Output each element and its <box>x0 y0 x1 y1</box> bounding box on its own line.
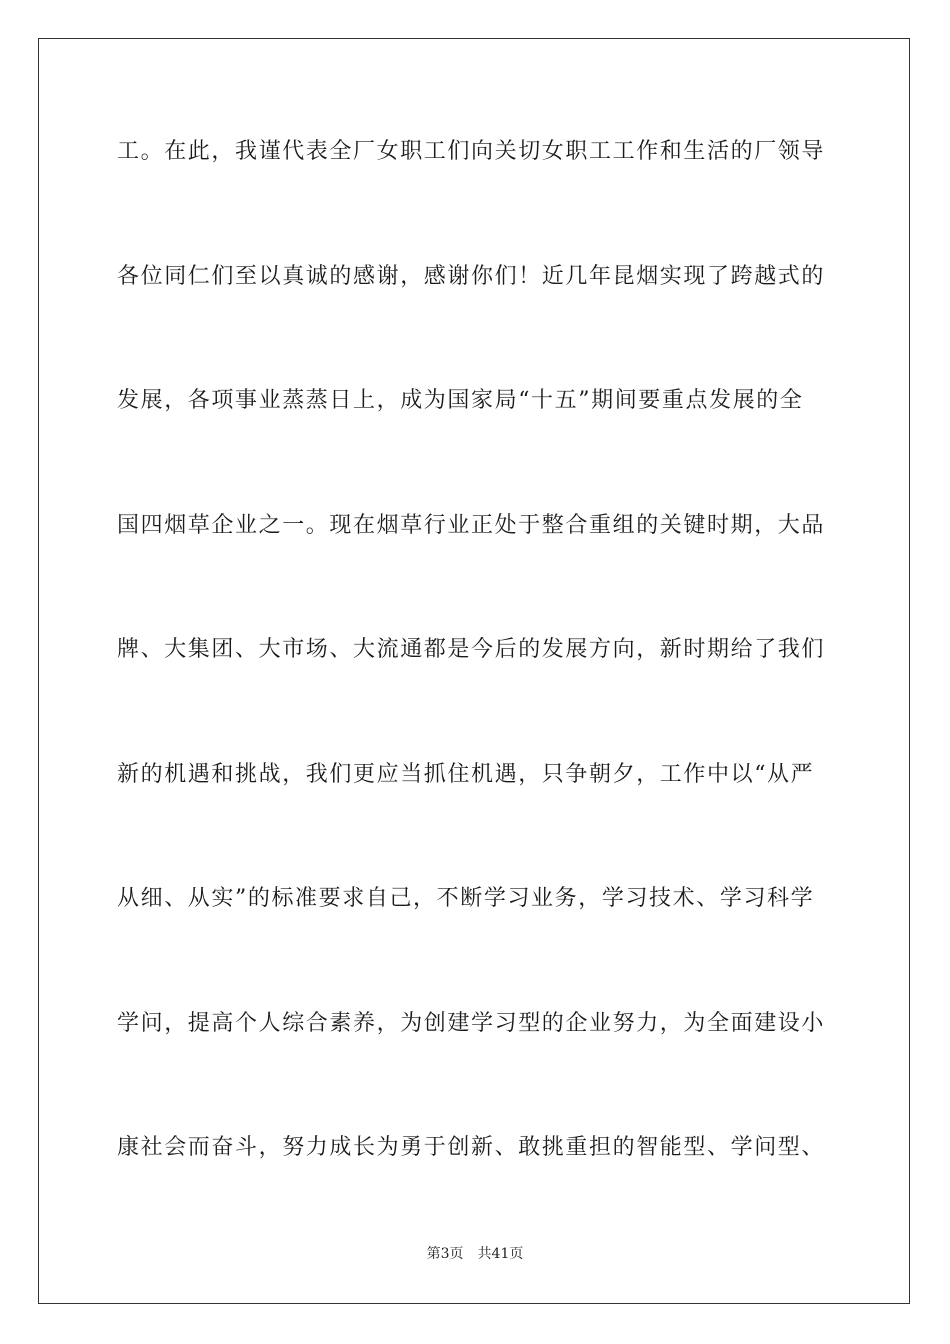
text-line: 国四烟草企业之一。现在烟草行业正处于整合重组的关键时期，大品 <box>117 512 826 538</box>
page-footer <box>0 1243 950 1263</box>
text-line: 发展，各项事业蒸蒸日上，成为国家局“十五”期间要重点发展的全 <box>117 388 804 413</box>
text-line: 牌、大集团、大市场、大流通都是今后的发展方向，新时期给了我们 <box>117 637 826 662</box>
text-line: 各位同仁们至以真诚的感谢，感谢你们！近几年昆烟实现了跨越式的 <box>117 263 826 289</box>
page-total: 共41页 <box>477 1246 524 1262</box>
text-line: 新的机遇和挑战，我们更应当抓住机遇，只争朝夕，工作中以“从严 <box>117 761 815 787</box>
text-line: 工。在此，我谨代表全厂女职工们向关切女职工工作和生活的厂领导 <box>117 139 826 164</box>
document-body <box>117 122 833 1243</box>
text-line: 康社会而奋斗，努力成长为勇于创新、敢挑重担的智能型、学问型、 <box>117 1135 826 1160</box>
text-line: 学问，提高个人综合素养，为创建学习型的企业努力，为全面建设小 <box>117 1010 826 1036</box>
text-line: 从细、从实”的标准要求自己，不断学习业务，学习技术、学习科学 <box>117 886 815 911</box>
page-number: 第3页 <box>426 1246 464 1262</box>
